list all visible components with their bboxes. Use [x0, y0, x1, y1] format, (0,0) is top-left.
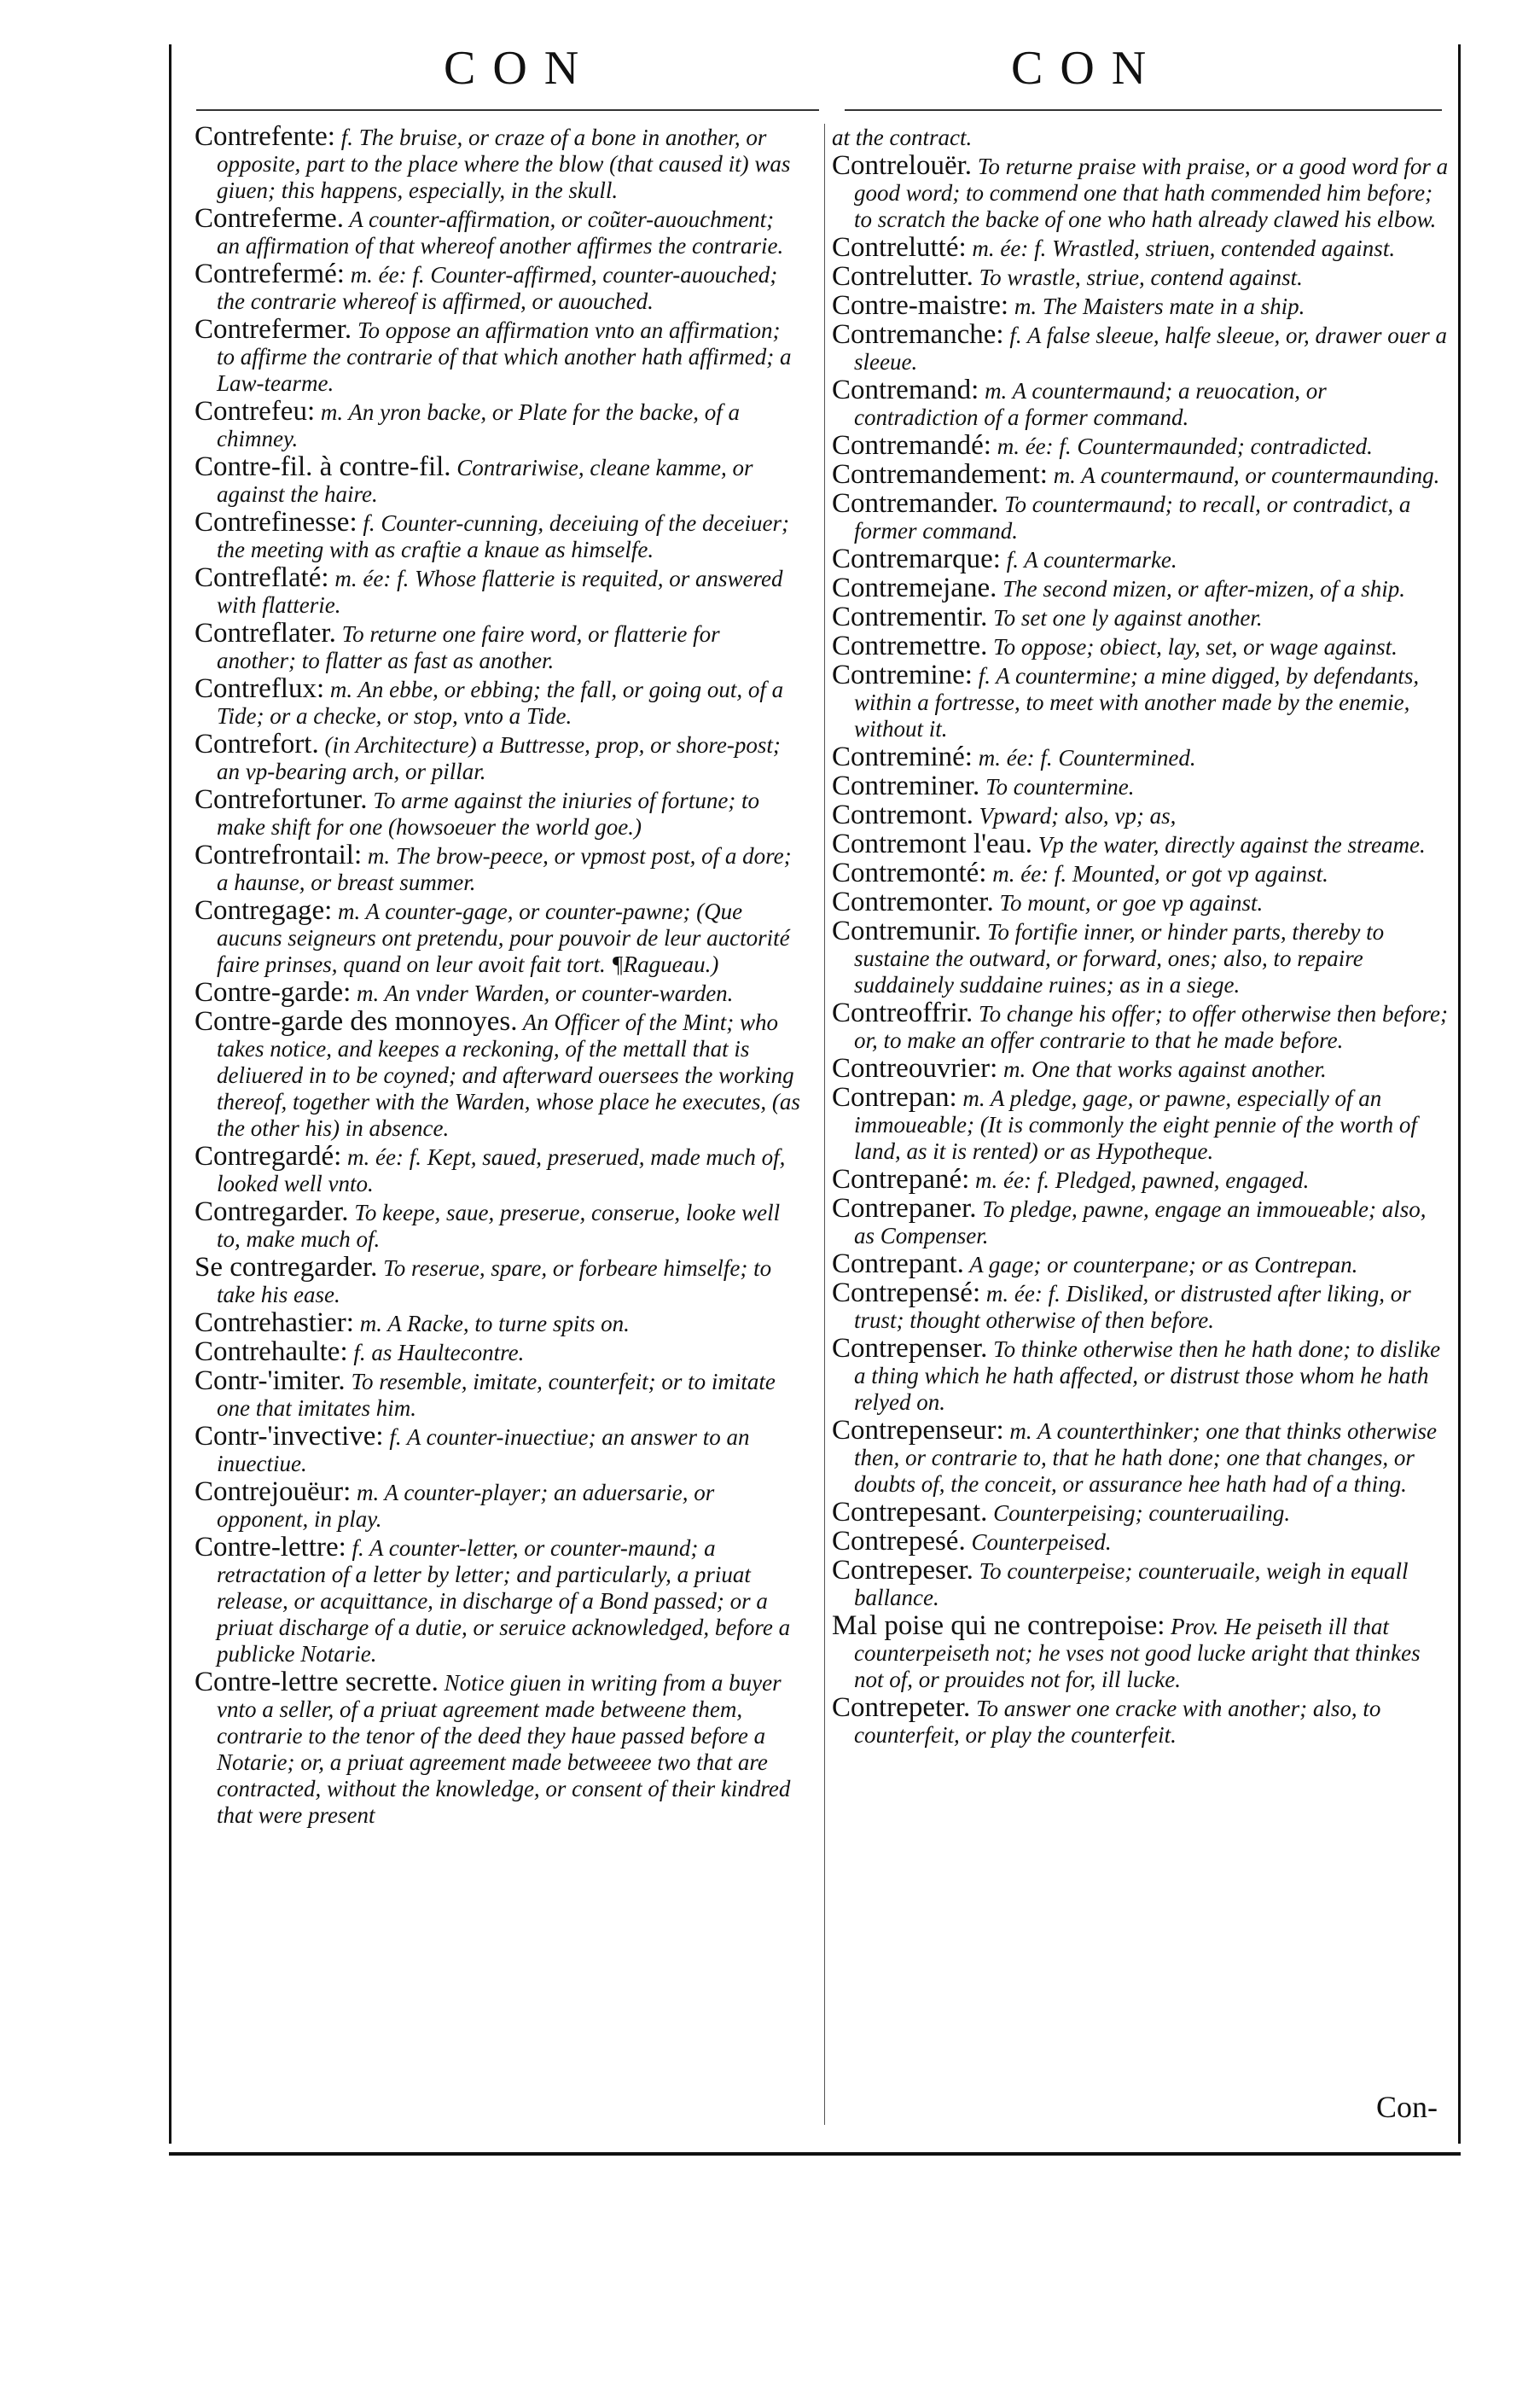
definition: To resemble, imitate, counterfeit; or to imitate one that imitates him. — [217, 1369, 776, 1421]
dictionary-entry — [832, 831, 1450, 858]
dictionary-entry — [832, 918, 1450, 998]
dictionary-entry — [195, 1534, 800, 1667]
headword: Contrepenseur: — [832, 1415, 1004, 1446]
dictionary-entry — [832, 889, 1450, 917]
headword: Contreouvrier: — [832, 1053, 998, 1084]
headword: Contrelouër. — [832, 150, 973, 181]
dictionary-entry — [832, 575, 1450, 602]
definition: m. The Maisters mate in a ship. — [1008, 294, 1305, 319]
definition: m. ée: f. Pledged, pawned, engaged. — [969, 1167, 1310, 1193]
headword: Contremont l'eau. — [832, 829, 1033, 859]
dictionary-entry — [832, 773, 1450, 800]
headword: Contrehaulte: — [195, 1336, 348, 1367]
headword: Mal poise qui ne contrepoise: — [832, 1610, 1165, 1641]
headword: Contremandé: — [832, 430, 991, 461]
right-column — [832, 124, 1450, 1750]
definition: Counterpeised. — [965, 1529, 1112, 1555]
headword: Contrefort. — [195, 729, 319, 759]
headword: Contremarque: — [832, 544, 1001, 574]
definition: To thinke otherwise then he hath done; to dislike a thing which he hath affected, or distrust those whom he hath relyed on. — [854, 1336, 1441, 1415]
definition: To oppose an affirmation vnto an affirmation; to affirme the contrarie of that which another hath affirmed; a Law-tearme. — [217, 317, 792, 396]
headword: Contrefermer. — [195, 314, 352, 345]
dictionary-entry — [832, 232, 1450, 263]
headword: Contremine: — [832, 660, 973, 690]
running-head-left: CON — [444, 42, 596, 95]
definition: m. One that works against another. — [997, 1056, 1327, 1082]
dictionary-entry — [832, 802, 1450, 829]
definition: Prov. He peiseth ill that counterpeiseth not; he vses not good lucke aright that thinkes not of, or prouides not for, ill lucke. — [854, 1614, 1421, 1692]
definition: f. A countermine; a mine digged, by defendants, within a fortresse, to meet with another made by the enemie, without it. — [854, 663, 1420, 742]
definition: To wrastle, striue, contend against. — [973, 265, 1303, 290]
dictionary-entry — [832, 1610, 1450, 1693]
headword: Se contregarder. — [195, 1252, 378, 1283]
definition: m. An yron backe, or Plate for the backe, of a chimney. — [217, 399, 741, 451]
definition: To change his offer; to offer otherwise then before; or, to make an offer contrarie to that he made before. — [854, 1001, 1448, 1053]
definition: An Officer of the Mint; who takes notice, and keepes a reckoning, of the mettall that is deliuered in to be coyned; and afterward ouersees the working thereof, together with the Warden, whose place he executes, (as the other his) in absence. — [217, 1010, 800, 1141]
headword: Contremanche: — [832, 319, 1004, 350]
headword: Contrefortuner. — [195, 784, 368, 815]
definition: f. A counter-letter, or counter-maund; a retractation of a letter by letter; and particularly, a priuat release, or acquittance, in discharge of a Bond passed; or a priuat discharge of a dutie, or seruice acknowledged, before a publicke Notarie. — [217, 1535, 791, 1667]
definition: m. An vnder Warden, or counter-warden. — [351, 981, 734, 1006]
definition: at the contract. — [832, 125, 973, 150]
definition: m. A counterthinker; one that thinks otherwise then, or contrarie to, that he hath done; one that changes, or doubts of, the conceit, or assurance hee hath had of a thing. — [854, 1418, 1438, 1497]
definition: To arme against the iniuries of fortune; to make shift for one (howsoeuer the world goe.) — [217, 788, 760, 840]
headword: Contrepan: — [832, 1082, 957, 1113]
headword: Contregarder. — [195, 1196, 349, 1227]
headword: Contr-'imiter. — [195, 1365, 346, 1396]
headword: Contreflater. — [195, 618, 336, 649]
definition: m. The brow-peece, or vpmost post, of a dore; a haunse, or breast summer. — [217, 843, 792, 895]
left-column — [195, 121, 800, 1830]
headword: Contreflux: — [195, 673, 325, 704]
headword: Contrepeser. — [832, 1555, 973, 1586]
column-divider — [824, 124, 825, 2125]
definition: Vp the water, directly against the streame. — [1032, 832, 1426, 858]
dictionary-entry — [832, 546, 1450, 573]
dictionary-entry — [832, 1333, 1450, 1416]
headword: Contregardé: — [195, 1141, 342, 1172]
dictionary-entry — [832, 124, 1450, 151]
headword: Contrefrontail: — [195, 840, 363, 870]
definition: m. A countermaund; a reuocation, or contradiction of a former command. — [854, 378, 1327, 430]
headword: Contreferme. — [195, 203, 345, 234]
headword: Contremettre. — [832, 631, 988, 661]
headword: Contremont. — [832, 800, 973, 830]
definition: A counter-affirmation, or coũter-auouchment; an affirmation of that whereof another affirmes the contrarie. — [217, 207, 784, 259]
dictionary-entry — [832, 662, 1450, 742]
dictionary-entry — [195, 1365, 800, 1422]
dictionary-entry — [832, 604, 1450, 631]
headword: Contreoffrir. — [832, 998, 973, 1028]
dictionary-entry — [195, 1307, 800, 1338]
definition: To oppose; obiect, lay, set, or wage against. — [987, 634, 1398, 660]
headword: Contr-'invective: — [195, 1421, 384, 1452]
dictionary-entry — [195, 1476, 800, 1533]
bottom-rule — [169, 2152, 1461, 2156]
headword: Contremandement: — [832, 459, 1048, 490]
dictionary-entry — [832, 1000, 1450, 1054]
dictionary-entry — [832, 150, 1450, 233]
definition: m. A pledge, gage, or pawne, especially of an immoueable; (It is commonly the eight pennie of the worth of land, as it is rented) or as Hypotheque. — [854, 1085, 1417, 1164]
definition: f. A countermarke. — [1000, 547, 1177, 573]
dictionary-entry — [195, 842, 800, 896]
dictionary-entry — [832, 1248, 1450, 1279]
headword: Contre-maistre: — [832, 290, 1009, 321]
definition: f. as Haultecontre. — [347, 1340, 525, 1365]
dictionary-entry — [832, 1499, 1450, 1527]
dictionary-entry — [832, 1053, 1450, 1084]
headword: Contrefermé: — [195, 259, 345, 289]
definition: m. ée: f. Counter-affirmed, counter-auouched; the contrarie whereof is affirmed, or auouched. — [217, 262, 778, 314]
definition: To countermaund; to recall, or contradict, a former command. — [854, 492, 1411, 544]
headword: Contre-garde des monnoyes. — [195, 1006, 518, 1037]
dictionary-entry — [195, 1669, 800, 1829]
dictionary-entry — [832, 1692, 1450, 1749]
catchword: Con- — [1376, 2090, 1438, 2124]
definition: f. A false sleeue, halfe sleeue, or, drawer ouer a sleeue. — [854, 323, 1448, 375]
definition: To pledge, pawne, engage an immoueable; also, as Compenser. — [854, 1196, 1427, 1248]
headword: Contreflaté: — [195, 562, 329, 593]
definition: To returne one faire word, or flatterie for another; to flatter as fast as another. — [217, 621, 720, 673]
dictionary-entry — [832, 1277, 1450, 1334]
definition: To reserue, spare, or forbeare himselfe; to take his ease. — [217, 1255, 772, 1307]
headword: Contrehastier: — [195, 1307, 354, 1338]
headword: Contrejouëur: — [195, 1476, 352, 1507]
headword: Contremejane. — [832, 573, 997, 603]
headword: Contrelutté: — [832, 232, 967, 263]
dictionary-entry — [195, 121, 800, 204]
definition: m. ée: f. Wrastled, striuen, contended against. — [966, 236, 1396, 261]
definition: To returne praise with praise, or a good word for a good word; to commend one that hath commended him before; to scratch the backe of one who hath already clawed his elbow. — [854, 154, 1449, 232]
definition: Vpward; also, vp; as, — [973, 803, 1177, 829]
dictionary-entry — [195, 1141, 800, 1197]
dictionary-entry — [832, 319, 1450, 375]
dictionary-entry — [832, 459, 1450, 490]
headword: Contremonté: — [832, 858, 987, 888]
headword: Contremunir. — [832, 916, 982, 946]
headword: Contremand: — [832, 375, 979, 405]
dictionary-entry — [195, 895, 800, 978]
headword: Contreminé: — [832, 742, 973, 772]
definition: To answer one cracke with another; also, to counterfeit, or play the counterfeit. — [854, 1696, 1381, 1748]
dictionary-entry — [832, 1082, 1450, 1165]
dictionary-entry — [195, 731, 800, 785]
definition: m. ée: f. Disliked, or distrusted after liking, or trust; thought otherwise of then before. — [854, 1281, 1411, 1333]
headword: Contrepenser. — [832, 1333, 988, 1364]
headword: Contrepaner. — [832, 1193, 977, 1224]
definition: A gage; or counterpane; or as Contrepan. — [963, 1252, 1358, 1277]
headword: Contrementir. — [832, 602, 988, 632]
definition: f. The bruise, or craze of a bone in another, or opposite, part to the place where the blow (that caused it) was giuen; this happens, especially, in the skull. — [217, 125, 791, 203]
dictionary-entry — [195, 396, 800, 452]
dictionary-entry — [832, 1164, 1450, 1195]
definition: To counterpeise; counteruaile, weigh in equall ballance. — [854, 1558, 1409, 1610]
definition: The second mizen, or after-mizen, of a ship. — [997, 576, 1406, 602]
dictionary-entry — [832, 860, 1450, 887]
definition: m. A counter-gage, or counter-pawne; (Que aucuns seigneurs ont pretendu, pour pouvoir de leur auctorité faire prinses, quand on leur avoit fait tort. ¶Ragueau.) — [217, 899, 790, 977]
definition: f. Counter-cunning, deceiuing of the deceiuer; the meeting with as craftie a knaue as himselfe. — [217, 510, 789, 562]
headword: Contrepesant. — [832, 1497, 988, 1528]
headword: Contrepané: — [832, 1164, 970, 1195]
headword: Contremonter. — [832, 887, 994, 917]
definition: To set one ly against another. — [987, 605, 1263, 631]
dictionary-entry — [832, 744, 1450, 771]
dictionary-entry — [195, 1006, 800, 1142]
definition: To mount, or goe vp against. — [993, 890, 1264, 916]
dictionary-entry — [832, 261, 1450, 292]
dictionary-entry — [832, 488, 1450, 544]
dictionary-entry — [195, 620, 800, 674]
dictionary-entry — [195, 451, 800, 508]
definition: m. A countermaund, or countermaunding. — [1047, 463, 1440, 488]
dictionary-entry — [195, 509, 800, 563]
headword: Contrefinesse: — [195, 507, 357, 538]
definition: Contrariwise, cleane kamme, or against the haire. — [217, 455, 753, 507]
definition: f. A counter-inuectiue; an answer to an inuectiue. — [217, 1424, 750, 1476]
definition: Counterpeising; counteruailing. — [987, 1500, 1291, 1526]
dictionary-entry — [195, 673, 800, 730]
dictionary-entry — [195, 314, 800, 397]
headword: Contrepesé. — [832, 1526, 966, 1557]
dictionary-entry — [832, 1193, 1450, 1249]
headword: Contre-lettre: — [195, 1532, 346, 1563]
headword: Contreminer. — [832, 771, 980, 801]
header-rule-right — [845, 109, 1442, 111]
header-rule-left — [196, 109, 819, 111]
headword: Contrelutter. — [832, 261, 973, 292]
headword: Contre-garde: — [195, 977, 352, 1008]
dictionary-entry — [832, 430, 1450, 461]
dictionary-entry — [832, 1528, 1450, 1556]
dictionary-entry — [832, 1417, 1450, 1498]
definition: To countermine. — [979, 774, 1135, 800]
headword: Contrepeter. — [832, 1692, 971, 1723]
definition: m. ée: f. Countermaunded; contradicted. — [991, 434, 1373, 459]
definition: To keepe, saue, preserue, conserue, looke well to, make much of. — [217, 1200, 781, 1252]
definition: m. ée: f. Mounted, or got vp against. — [986, 861, 1328, 887]
definition: Notice giuen in writing from a buyer vnto a seller, of a priuat agreement made betweene them, contrarie to the tenor of the deed they haue passed before a Notarie; or, a priuat agreement made betweeee two that are contracted, without the knowledge, or consent of their kindred that were present — [217, 1670, 791, 1828]
definition: m. A Racke, to turne spits on. — [353, 1311, 630, 1336]
dictionary-entry — [832, 290, 1450, 321]
headword: Contrepensé: — [832, 1277, 981, 1308]
dictionary-entry — [832, 377, 1450, 431]
dictionary-entry — [195, 1423, 800, 1477]
definition: m. A counter-player; an aduersarie, or opponent, in play. — [217, 1480, 715, 1532]
definition: m. ée: f. Countermined. — [972, 745, 1196, 771]
headword: Contrepant. — [832, 1248, 964, 1279]
headword: Contrefente: — [195, 121, 335, 152]
headword: Contre-lettre secrette. — [195, 1667, 439, 1697]
dictionary-entry — [195, 261, 800, 315]
dictionary-entry — [195, 977, 800, 1008]
dictionary-entry — [832, 633, 1450, 661]
definition: m. An ebbe, or ebbing; the fall, or going out, of a Tide; or a checke, or stop, vnto a Tide. — [217, 677, 784, 729]
definition: (in Architecture) a Buttresse, prop, or shore-post; an vp-bearing arch, or pillar. — [217, 732, 781, 784]
dictionary-entry — [195, 562, 800, 619]
dictionary-entry — [195, 1336, 800, 1367]
definition: To fortifie inner, or hinder parts, thereby to sustaine the outward, or forward, ones; also, to repaire suddainely suddaine ruines; as in a siege. — [854, 919, 1385, 998]
dictionary-entry — [195, 1254, 800, 1308]
dictionary-entry — [195, 203, 800, 259]
headword: Contremander. — [832, 488, 999, 519]
headword: Contrefeu: — [195, 396, 316, 427]
headword: Contre-fil. à contre-fil. — [195, 451, 451, 482]
running-head-right: CON — [1011, 42, 1164, 95]
definition: m. ée: f. Whose flatterie is requited, or answered with flatterie. — [217, 566, 783, 618]
definition: m. ée: f. Kept, saued, preserued, made much of, looked well vnto. — [217, 1144, 786, 1196]
dictionary-entry — [195, 784, 800, 841]
dictionary-entry — [195, 1196, 800, 1253]
headword: Contregage: — [195, 895, 333, 926]
dictionary-entry — [832, 1557, 1450, 1611]
